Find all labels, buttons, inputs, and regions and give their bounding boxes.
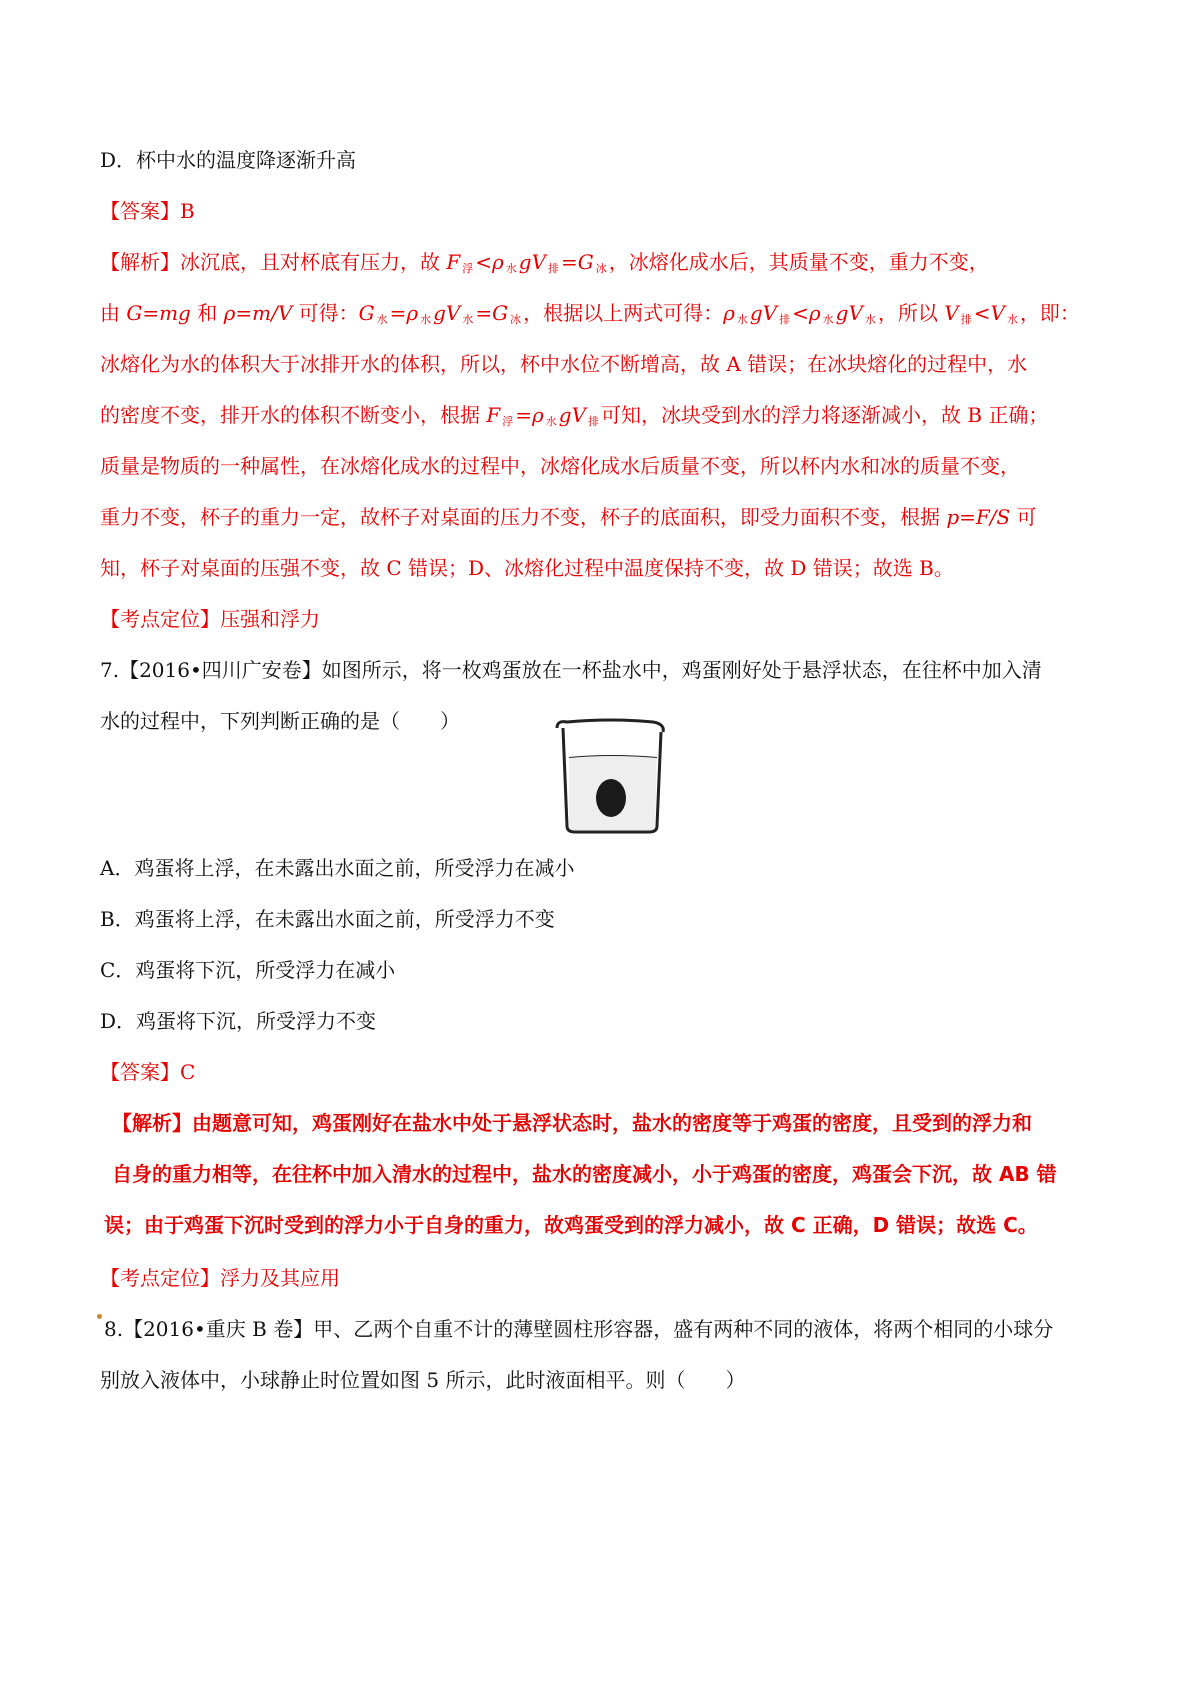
q7-option-d: D．鸡蛋将下沉，所受浮力不变 (100, 1009, 377, 1033)
q7-analysis-line-2: 自身的重力相等，在往杯中加入清水的过程中，盐水的密度减小，小于鸡蛋的密度，鸡蛋会下沉，故 AB 错 (112, 1162, 1057, 1186)
q6-analysis-line-2: 由 G=mg 和 ρ=m/V 可得：G $_水$ =ρ $_水$ gV $_水$ =G $_冰$ ，根据以上两式可得：ρ $_水$ gV $_排$ <ρ $_水$ gV $_水$ ，所以 V $_排$ <V $_水$ ，即： (100, 301, 1080, 326)
q7-stem-line-2: 水的过程中，下列判断正确的是（ ） (100, 709, 460, 733)
q6-analysis-line-4: 的密度不变，排开水的体积不断变小，根据 F $_浮$ =ρ $_水$ gV $_排$ 可知，冰块受到水的浮力将逐渐减小，故 B 正确； (100, 403, 1049, 428)
q7-option-a: A．鸡蛋将上浮，在未露出水面之前，所受浮力在减小 (100, 856, 575, 880)
q8-stem-line-1: 8.【2016•重庆 B 卷】甲、乙两个自重不计的薄壁圆柱形容器，盛有两种不同的液体，将两个相同的小球分 (104, 1317, 1054, 1341)
beaker-with-egg-figure (553, 718, 669, 836)
marker-dot (97, 1314, 102, 1319)
egg (596, 779, 626, 817)
q6-option-d: D．杯中水的温度降逐渐升高 (100, 148, 357, 172)
q7-stem-line-1: 7.【2016•四川广安卷】如图所示，将一枚鸡蛋放在一杯盐水中，鸡蛋刚好处于悬浮状态，在往杯中加入清 (100, 658, 1042, 682)
q7-option-c: C．鸡蛋将下沉，所受浮力在减小 (100, 958, 396, 982)
q6-topic: 【考点定位】压强和浮力 (100, 607, 320, 631)
q7-answer: 【答案】C (100, 1060, 196, 1084)
q7-topic: 【考点定位】浮力及其应用 (100, 1266, 340, 1290)
beaker-rim (557, 720, 663, 732)
q6-analysis-line-5: 质量是物质的一种属性，在冰熔化成水的过程中，冰熔化成水后质量不变，所以杯内水和冰的质量不变， (100, 454, 1020, 478)
q7-analysis-line-1: 【解析】由题意可知，鸡蛋刚好在盐水中处于悬浮状态时，盐水的密度等于鸡蛋的密度，且受到的浮力和 (112, 1111, 1032, 1135)
q6-analysis-line-3: 冰熔化为水的体积大于冰排开水的体积，所以，杯中水位不断增高，故 A 错误；在冰块熔化的过程中，水 (100, 352, 1028, 376)
q7-option-b: B．鸡蛋将上浮，在未露出水面之前，所受浮力不变 (100, 907, 555, 931)
q6-analysis-line-6: 重力不变，杯子的重力一定，故杯子对桌面的压力不变，杯子的底面积，即受力面积不变，根据 p=F/S 可 (100, 505, 1037, 529)
q7-analysis-line-3: 误；由于鸡蛋下沉时受到的浮力小于自身的重力，故鸡蛋受到的浮力减小，故 C 正确，D 错误；故选 C。 (104, 1213, 1038, 1237)
q6-analysis-line-7: 知，杯子对桌面的压强不变，故 C 错误；D、冰熔化过程中温度保持不变，故 D 错误；故选 B。 (100, 556, 954, 580)
q6-answer: 【答案】B (100, 199, 195, 223)
q8-stem-line-2: 别放入液体中，小球静止时位置如图 5 所示，此时液面相平。则（ ） (100, 1368, 746, 1392)
q6-analysis-line-1: 【解析】冰沉底，且对杯底有压力，故 F $_浮$ <ρ $_水$ gV $_排$ =G $_冰$ ，冰熔化成水后，其质量不变，重力不变， (100, 250, 989, 275)
